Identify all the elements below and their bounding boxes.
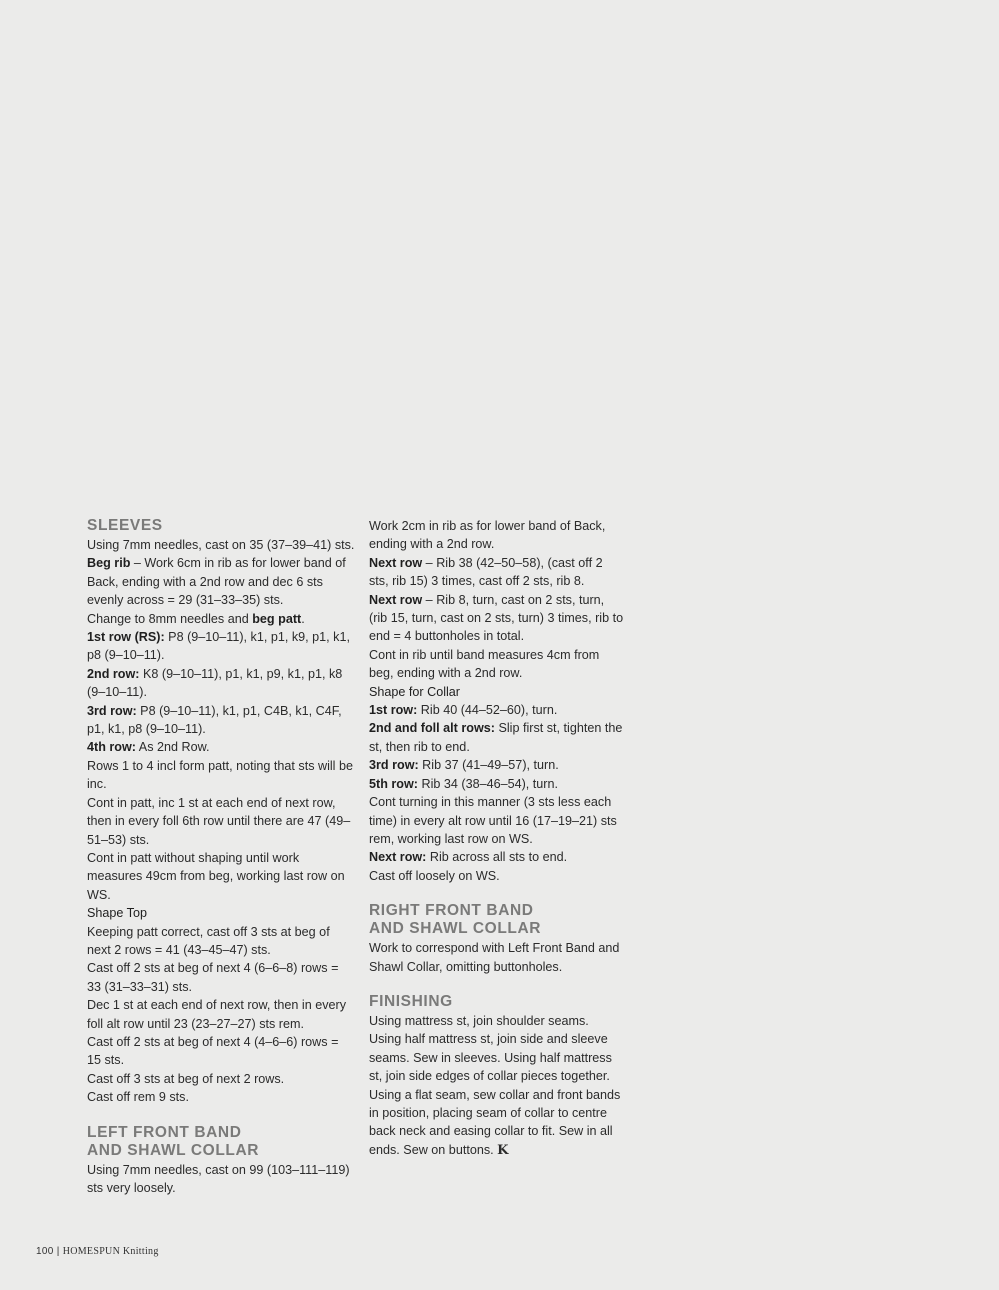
sleeves-line: Change to 8mm needles and beg patt. bbox=[87, 611, 305, 626]
sleeves-line: Using 7mm needles, cast on 35 (37–39–41) sts. bbox=[87, 538, 355, 552]
sleeves-line: 4th row: As 2nd Row. bbox=[87, 740, 210, 755]
page-footer bbox=[36, 1246, 159, 1257]
right-band-text: Work to correspond with Left Front Band and Shawl Collar, omitting buttonholes. bbox=[369, 941, 620, 974]
collar-line: 5th row: Rib 34 (38–46–54), turn. bbox=[369, 776, 559, 791]
shape-top-line: Cast off 3 sts at beg of next 2 rows. bbox=[87, 1071, 285, 1086]
collar-line: 3rd row: Rib 37 (41–49–57), turn. bbox=[369, 758, 559, 773]
shape-top-line: Cast off 2 sts at beg of next 4 (6–6–8) rows = 33 (31–33–31) sts. bbox=[87, 961, 339, 994]
right-band-heading: RIGHT FRONT BAND AND SHAWL COLLAR bbox=[369, 902, 542, 938]
left-band-line: Next row – Rib 38 (42–50–58), (cast off 2 sts, rib 15) 3 times, cast off 2 sts, rib 8. bbox=[369, 555, 603, 589]
shape-top-line: Cast off rem 9 sts. bbox=[87, 1090, 189, 1105]
finishing-text: Using mattress st, join shoulder seams. Using half mattress st, join side and sleeve seams. Sew in sleeves. Using half mattress st, join side edges of collar pieces together. Using a flat seam, sew collar and front bands in position, placing seam of collar to centre back neck and easing collar to fit. Sew in all ends. Sew on buttons. K bbox=[369, 1013, 621, 1158]
page-number: 100 bbox=[36, 1246, 54, 1257]
left-band-line: Work 2cm in rib as for lower band of Back, ending with a 2nd row. bbox=[369, 519, 606, 552]
sleeves-line: Rows 1 to 4 incl form patt, noting that sts will be inc. bbox=[87, 758, 353, 792]
sleeves-line: Beg rib – Work 6cm in rib as for lower band of Back, ending with a 2nd row and dec 6 sts evenly across = 29 (31–33–35) sts. bbox=[87, 556, 346, 608]
left-band-line: Next row – Rib 8, turn, cast on 2 sts, turn, (rib 15, turn, cast on 2 sts, turn) 3 times, rib to end = 4 buttonholes in total. bbox=[369, 592, 624, 644]
publication-name: HOMESPUN Knitting bbox=[62, 1246, 159, 1257]
footer-separator: | bbox=[56, 1246, 60, 1257]
sleeves-line: Cont in patt without shaping until work measures 49cm from beg, working last row on WS. bbox=[87, 850, 345, 902]
left-band-heading: LEFT FRONT BAND AND SHAWL COLLAR bbox=[87, 1123, 260, 1159]
left-band-text: Using 7mm needles, cast on 99 (103–111–119) sts very loosely. bbox=[87, 1162, 350, 1195]
end-mark-icon: K bbox=[497, 1142, 509, 1158]
finishing-heading: FINISHING bbox=[369, 992, 453, 1010]
sleeves-line: 2nd row: K8 (9–10–11), p1, k1, p9, k1, p1, k8 (9–10–11). bbox=[87, 666, 343, 700]
sleeves-line: 3rd row: P8 (9–10–11), k1, p1, C4B, k1, C4F, p1, k1, p8 (9–10–11). bbox=[87, 703, 342, 737]
sleeves-line: Cont in patt, inc 1 st at each end of next row, then in every foll 6th row until there are 47 (49–51–53) sts. bbox=[87, 795, 351, 847]
sleeves-heading: SLEEVES bbox=[87, 517, 163, 534]
shape-collar-heading: Shape for Collar bbox=[369, 684, 461, 699]
collar-line: Cont turning in this manner (3 sts less each time) in every alt row until 16 (17–19–21) sts rem, working last row on WS. bbox=[369, 795, 617, 846]
collar-line: Cast off loosely on WS. bbox=[369, 868, 500, 883]
sleeves-line: 1st row (RS): P8 (9–10–11), k1, p1, k9, p1, k1, p8 (9–10–11). bbox=[87, 630, 350, 663]
collar-line: 2nd and foll alt rows: Slip first st, tighten the st, then rib to end. bbox=[369, 721, 623, 754]
left-band-line: Cont in rib until band measures 4cm from beg, ending with a 2nd row. bbox=[369, 647, 600, 681]
left-column bbox=[87, 517, 355, 1197]
shape-top-line: Dec 1 st at each end of next row, then in every foll alt row until 23 (23–27–27) sts rem. bbox=[87, 998, 347, 1031]
collar-line: Next row: Rib across all sts to end. bbox=[369, 850, 568, 865]
shape-top-heading: Shape Top bbox=[87, 906, 147, 921]
shape-top-line: Keeping patt correct, cast off 3 sts at beg of next 2 rows = 41 (43–45–47) sts. bbox=[87, 924, 330, 957]
collar-line: 1st row: Rib 40 (44–52–60), turn. bbox=[369, 703, 558, 718]
right-column bbox=[369, 517, 624, 1160]
shape-top-line: Cast off 2 sts at beg of next 4 (4–6–6) rows = 15 sts. bbox=[87, 1034, 339, 1068]
